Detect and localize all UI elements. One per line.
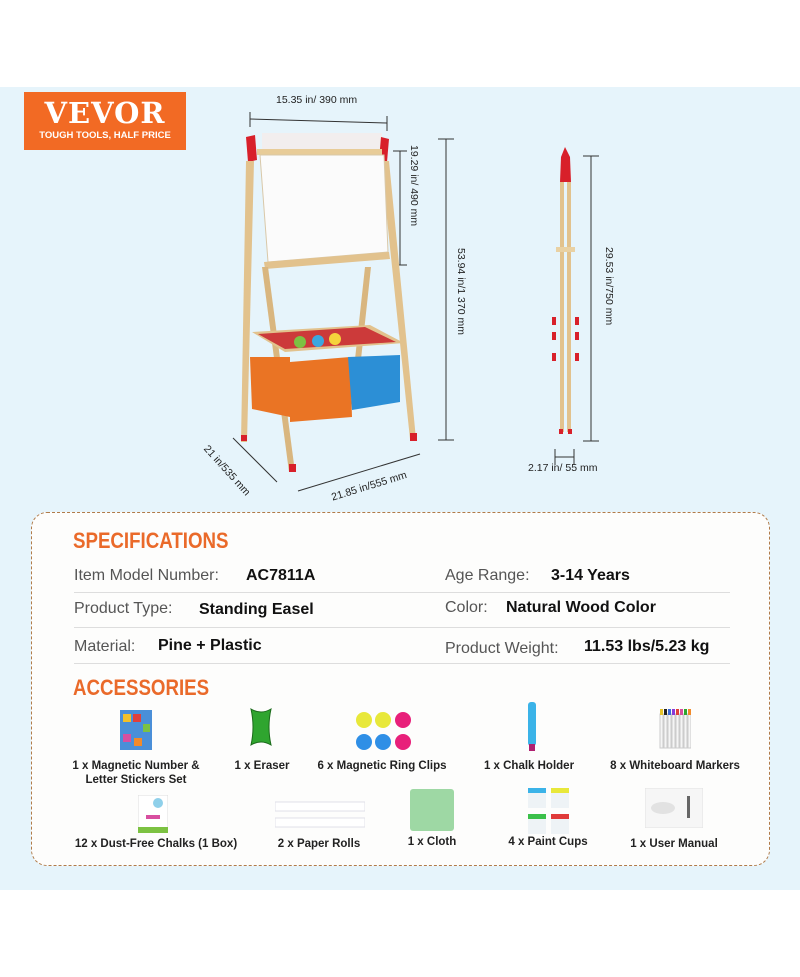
easel-front bbox=[241, 133, 417, 472]
easel-side bbox=[552, 147, 579, 434]
spec-label: Material: bbox=[74, 638, 136, 655]
dim-depth: 21 in/535 mm bbox=[201, 443, 253, 499]
accessory-label: 4 x Paint Cups bbox=[508, 836, 588, 848]
eraser-icon bbox=[248, 707, 274, 747]
divider bbox=[74, 627, 730, 628]
dim-folded-depth: 2.17 in/ 55 mm bbox=[528, 462, 598, 474]
specifications-heading: SPECIFICATIONS bbox=[73, 528, 229, 553]
dim-width-top: 15.35 in/ 390 mm bbox=[276, 94, 358, 106]
dim-base-width: 21.85 in/555 mm bbox=[330, 469, 409, 504]
divider bbox=[74, 663, 730, 664]
accessory-label: 2 x Paper Rolls bbox=[277, 838, 361, 850]
dim-folded-height: 29.53 in/750 mm bbox=[603, 247, 615, 326]
accessory-label: 12 x Dust-Free Chalks (1 Box) bbox=[74, 838, 238, 850]
accessory-label: 1 x User Manual bbox=[630, 838, 718, 850]
spec-value: Natural Wood Color bbox=[506, 599, 656, 616]
chalk-box-icon bbox=[138, 795, 168, 833]
divider bbox=[74, 592, 730, 593]
brand-tagline: TOUGH TOOLS, HALF PRICE bbox=[39, 130, 171, 141]
accessories-heading: ACCESSORIES bbox=[73, 675, 210, 700]
spec-value: Pine + Plastic bbox=[158, 637, 262, 654]
dim-board-height: 19.29 in/ 490 mm bbox=[408, 145, 420, 227]
paint-cups-icon bbox=[526, 786, 572, 836]
accessory-label: 6 x Magnetic Ring Clips bbox=[317, 760, 447, 772]
spec-value: Standing Easel bbox=[199, 601, 314, 618]
sticker-sheet-icon bbox=[120, 710, 152, 750]
accessory-label: 1 x Eraser bbox=[234, 760, 290, 772]
cloth-icon bbox=[410, 789, 454, 831]
brand-name: VEVOR bbox=[44, 96, 166, 130]
accessory-label: 1 x Magnetic Number & Letter Stickers Set bbox=[72, 760, 200, 786]
spec-value: AC7811A bbox=[246, 567, 316, 584]
paper-rolls-icon bbox=[275, 800, 365, 830]
spec-label: Color: bbox=[445, 599, 488, 616]
spec-label: Age Range: bbox=[445, 567, 530, 584]
spec-label: Product Type: bbox=[74, 600, 173, 617]
chalk-holder-icon bbox=[526, 700, 538, 752]
accessory-label: 8 x Whiteboard Markers bbox=[610, 760, 740, 772]
spec-value: 11.53 lbs/5.23 kg bbox=[584, 638, 710, 655]
accessory-label: 1 x Cloth bbox=[407, 836, 457, 848]
accessory-label: 1 x Chalk Holder bbox=[483, 760, 575, 772]
spec-label: Product Weight: bbox=[445, 640, 559, 657]
easel-illustration bbox=[0, 87, 800, 507]
ring-clips-icon bbox=[355, 710, 413, 752]
spec-label: Item Model Number: bbox=[74, 567, 219, 584]
spec-value: 3-14 Years bbox=[551, 567, 630, 584]
manual-icon bbox=[645, 788, 703, 828]
markers-icon bbox=[659, 708, 691, 750]
dim-total-height: 53.94 in/1 370 mm bbox=[455, 248, 467, 335]
